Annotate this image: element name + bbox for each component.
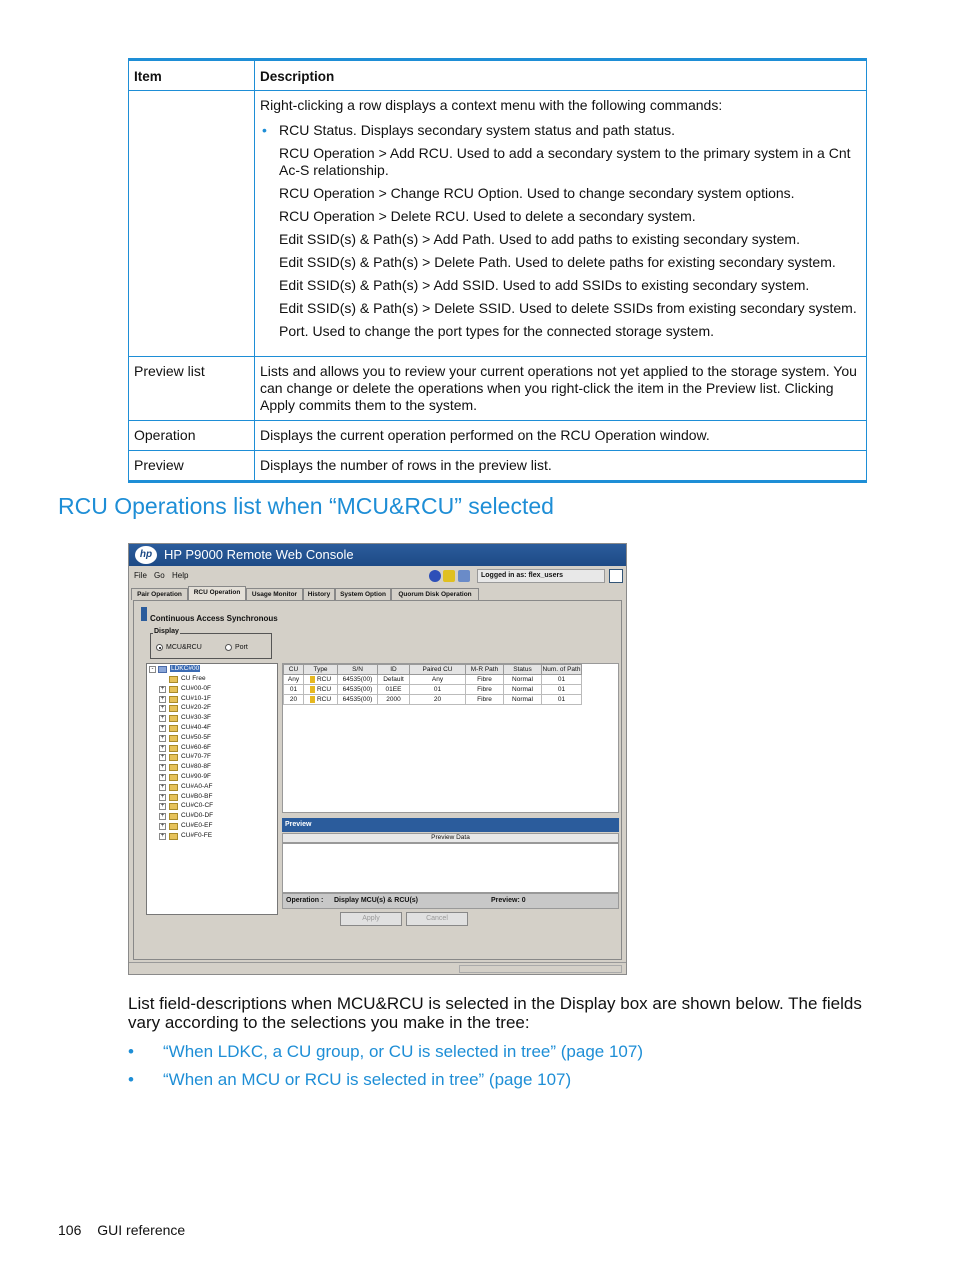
cell-value: Fibre (477, 696, 492, 703)
tree-root-label: LDKC#00 (171, 665, 200, 672)
folder-icon (169, 745, 178, 752)
tree-item-label: CU#50-5F (181, 733, 211, 741)
mcu-rcu-radio[interactable] (156, 644, 163, 651)
exit-icon[interactable] (609, 569, 623, 583)
table-cell (378, 685, 410, 695)
storage-icon (158, 666, 167, 673)
tree-item-label: CU#A0-AF (181, 782, 213, 790)
rcu-icon (310, 676, 315, 683)
table-cell-item: Preview list (129, 357, 255, 421)
list-item: Port. Used to change the port types for the connected storage system. (279, 323, 715, 339)
cell-value: Any (287, 676, 300, 683)
cell-value: Normal (512, 696, 533, 703)
table-row[interactable] (284, 675, 582, 685)
table-cell (410, 685, 466, 695)
context-menu-intro: Right-clicking a row displays a context menu with the following commands: (260, 97, 723, 113)
tree-item-label: CU#70-7F (181, 753, 211, 761)
table-cell (504, 685, 542, 695)
cell-value: 01EE (385, 686, 402, 693)
expand-icon[interactable]: + (160, 744, 165, 751)
cell-value: Any (431, 676, 444, 683)
folder-icon (169, 774, 178, 781)
folder-icon (169, 754, 178, 761)
menu-go[interactable]: Go (154, 571, 165, 580)
operation-status-bar (282, 893, 619, 909)
cu-tree (146, 663, 278, 915)
folder-icon (169, 833, 178, 840)
column-header[interactable]: M-R Path (466, 665, 504, 675)
rcu-table (283, 664, 582, 705)
table-cell (466, 685, 504, 695)
table-header-row (129, 60, 867, 91)
column-header[interactable]: Num. of Path (542, 666, 581, 673)
tab-rcu-operation[interactable]: RCU Operation (188, 586, 246, 600)
page-number: 106 (58, 1222, 82, 1238)
cell-value: 2000 (386, 696, 401, 703)
cell-value: Fibre (477, 686, 492, 693)
panel-title: Continuous Access Synchronous (150, 614, 278, 623)
table-cell-item (129, 91, 255, 357)
cell-value: RCU (316, 686, 332, 694)
page-footer (58, 1222, 185, 1238)
tree-item-label: CU#90-9F (181, 773, 211, 780)
folder-icon (169, 813, 178, 820)
rcu-icon (310, 686, 315, 693)
list-item (128, 1041, 643, 1069)
list-item (128, 1069, 643, 1097)
cell-value: 01 (557, 696, 566, 703)
expand-icon[interactable]: + (160, 793, 165, 800)
window-title: HP P9000 Remote Web Console (164, 547, 354, 562)
display-label: Display (154, 628, 179, 635)
rcu-list-grid (282, 663, 619, 813)
folder-icon (169, 705, 178, 712)
table-cell (284, 675, 304, 685)
expand-icon[interactable]: + (160, 783, 165, 790)
tree-item-label: CU#30-3F (181, 714, 211, 722)
table-row (129, 451, 867, 482)
expand-icon[interactable]: + (160, 705, 165, 712)
table-cell (542, 685, 582, 695)
table-row[interactable] (284, 685, 582, 695)
tree-item-label: CU#80-8F (181, 763, 211, 771)
key-icon[interactable] (443, 570, 455, 582)
bullet-icon: • (128, 1042, 134, 1061)
tree-item-label: CU#20-2F (181, 704, 211, 712)
window-titlebar (129, 544, 626, 566)
table-cell (410, 695, 466, 705)
cell-value: 01 (433, 686, 442, 693)
expand-icon[interactable]: + (160, 754, 165, 761)
tab-pair-operation[interactable]: Pair Operation (131, 588, 188, 600)
cell-value: 64535(00) (342, 686, 373, 693)
table-cell (338, 695, 378, 705)
table-cell (378, 695, 410, 705)
body-paragraph: List field-descriptions when MCU&RCU is selected in the Display box are shown below. The fields vary according to the selections you make in the tree: (128, 994, 862, 1032)
tree-item-label: CU#E0-EF (181, 822, 213, 829)
tree-item-label: CU#60-6F (181, 743, 211, 751)
cell-value: Normal (512, 686, 533, 693)
list-item: RCU Operation > Delete RCU. Used to delete a secondary system. (279, 208, 696, 224)
list-item: Edit SSID(s) & Path(s) > Delete SSID. Used to delete SSIDs from existing secondary system. (279, 300, 857, 316)
expand-icon[interactable]: + (160, 823, 165, 829)
tab-usage-monitor[interactable]: Usage Monitor (246, 588, 303, 600)
footer-section: GUI reference (97, 1222, 186, 1238)
tree-item-label: CU#D0-DF (181, 812, 214, 820)
table-cell (410, 675, 466, 685)
folder-icon (169, 794, 178, 801)
folder-icon (169, 676, 178, 683)
column-header[interactable]: ID (378, 665, 410, 675)
cell-value: 01 (557, 676, 566, 683)
cancel-button[interactable]: Cancel (406, 912, 468, 926)
table-cell (504, 695, 542, 705)
rcu-icon (310, 696, 315, 703)
preview-data-header: Preview Data (282, 833, 619, 843)
tab-system-option[interactable]: System Option (335, 588, 391, 600)
display-groupbox (150, 628, 272, 659)
column-header[interactable]: Type (304, 665, 338, 675)
table-cell-description: Displays the number of rows in the preview list. (255, 451, 867, 482)
expand-icon[interactable]: + (160, 695, 165, 702)
folder-icon (169, 764, 178, 771)
port-radio[interactable] (225, 644, 232, 651)
table-cell (504, 675, 542, 685)
table-cell-item: Preview (129, 451, 255, 482)
column-header[interactable]: Paired CU (410, 665, 466, 675)
section-heading: RCU Operations list when “MCU&RCU” selected (58, 493, 554, 519)
expand-icon[interactable]: + (160, 715, 165, 722)
apply-button[interactable]: Apply (340, 912, 402, 926)
port-label: Port (235, 644, 248, 651)
tree-item-label: CU#10-1F (181, 694, 211, 702)
table-row (129, 421, 867, 451)
table-cell-description: Lists and allows you to review your current operations not yet applied to the storage system. You can change or delete the operations when you right-click the item in the Preview list. Clicking Apply commits them to the system. (255, 357, 867, 421)
tree-item-label: CU#40-4F (181, 724, 211, 731)
folder-icon (169, 686, 178, 693)
cell-value: 20 (289, 696, 298, 703)
folder-icon (169, 696, 178, 703)
expand-icon[interactable]: + (160, 725, 165, 731)
list-item: RCU Operation > Change RCU Option. Used to change secondary system options. (279, 185, 795, 201)
folder-icon (169, 784, 178, 791)
rcu-table-header (284, 665, 582, 675)
description-table (128, 58, 867, 483)
remote-web-console-screenshot (128, 543, 627, 975)
globe-icon[interactable] (429, 570, 441, 582)
panel-marker (141, 607, 147, 621)
table-cell (338, 685, 378, 695)
tab-history[interactable]: History (303, 588, 335, 600)
expand-icon[interactable]: + (160, 685, 165, 692)
table-row (129, 91, 867, 357)
user-icon[interactable] (458, 570, 470, 582)
tree-item-label: CU#F0-FE (181, 831, 213, 839)
table-cell (304, 685, 338, 695)
table-cell (466, 675, 504, 685)
table-cell (284, 695, 304, 705)
cell-value: Normal (512, 676, 533, 683)
tree-item-label: CU#00-0F (181, 684, 211, 692)
bullet-icon: • (128, 1070, 134, 1089)
menu-help[interactable]: Help (172, 571, 189, 580)
preview-list[interactable] (282, 843, 619, 893)
table-cell (338, 675, 378, 685)
table-cell-description (255, 91, 867, 357)
table-cell (284, 685, 304, 695)
link-ldkc-cu-group[interactable]: “When LDKC, a CU group, or CU is selected in tree” (page 107) (163, 1042, 643, 1061)
list-item: • RCU Status. Displays secondary system status and path status. (262, 122, 676, 138)
list-item: RCU Operation > Add RCU. Used to add a secondary system to the primary system in a Cnt Ac-S relationship. (279, 145, 851, 178)
header-item: Item (129, 60, 255, 91)
context-menu-command-list (260, 122, 862, 340)
folder-icon (169, 803, 178, 810)
table-cell (466, 695, 504, 705)
related-links (128, 1041, 643, 1097)
table-cell-item: Operation (129, 421, 255, 451)
column-header[interactable]: CU (284, 665, 304, 675)
tree-item-label: CU#C0-CF (181, 802, 214, 810)
collapse-icon[interactable]: - (149, 666, 156, 673)
table-row (129, 357, 867, 421)
cell-value: RCU (316, 696, 332, 704)
folder-icon (169, 823, 178, 830)
expand-icon[interactable]: + (160, 803, 165, 810)
folder-icon (169, 725, 178, 732)
hp-logo-icon: hp (135, 546, 157, 564)
cell-value: 20 (433, 696, 442, 703)
preview-count: Preview: 0 (491, 897, 526, 904)
tab-quorum-disk-operation[interactable]: Quorum Disk Operation (391, 588, 479, 600)
window-status-bar (129, 962, 626, 974)
expand-icon[interactable]: + (160, 734, 165, 741)
table-cell (378, 675, 410, 685)
menu-bar (129, 568, 626, 584)
list-item: Edit SSID(s) & Path(s) > Add SSID. Used to add SSIDs to existing secondary system. (279, 277, 810, 293)
column-header[interactable]: Status (504, 665, 542, 675)
mcu-rcu-label: MCU&RCU (166, 644, 202, 651)
expand-icon[interactable]: + (160, 764, 165, 771)
status-segment (459, 965, 622, 973)
rcu-operation-panel (133, 600, 622, 960)
table-row[interactable] (284, 695, 582, 705)
table-cell (304, 695, 338, 705)
expand-icon[interactable]: + (160, 832, 165, 839)
table-cell-description: Displays the current operation performed on the RCU Operation window. (255, 421, 867, 451)
cell-value: Fibre (477, 676, 492, 683)
cell-value: RCU (316, 676, 332, 684)
folder-icon (169, 735, 178, 742)
cell-value: 64535(00) (342, 676, 373, 683)
cell-value: 01 (557, 686, 566, 693)
table-cell (542, 695, 582, 705)
cell-value: Default (383, 676, 404, 683)
cell-value: 64535(00) (342, 696, 373, 703)
column-header[interactable]: S/N (338, 665, 378, 675)
bullet-icon: • (262, 122, 267, 138)
tree-item-label: CU Free (181, 675, 206, 682)
expand-icon[interactable]: + (160, 813, 165, 820)
cell-value: 01 (289, 686, 298, 693)
expand-icon[interactable]: + (160, 774, 165, 780)
operation-value: Display MCU(s) & RCU(s) (334, 897, 419, 904)
folder-icon (169, 715, 178, 722)
list-item: Edit SSID(s) & Path(s) > Add Path. Used to add paths to existing secondary system. (279, 231, 800, 247)
tree-item-label: CU#B0-BF (181, 792, 213, 800)
preview-title: Preview (282, 818, 619, 832)
table-cell (304, 675, 338, 685)
menu-file[interactable]: File (134, 571, 147, 580)
link-mcu-rcu[interactable]: “When an MCU or RCU is selected in tree” (page 107) (163, 1070, 572, 1089)
table-cell (542, 675, 582, 685)
login-status: Logged in as: flex_users (477, 569, 605, 583)
header-description: Description (255, 60, 867, 91)
list-item: Edit SSID(s) & Path(s) > Delete Path. Used to delete paths for existing secondary system. (279, 254, 836, 270)
operation-label: Operation : (286, 897, 324, 904)
